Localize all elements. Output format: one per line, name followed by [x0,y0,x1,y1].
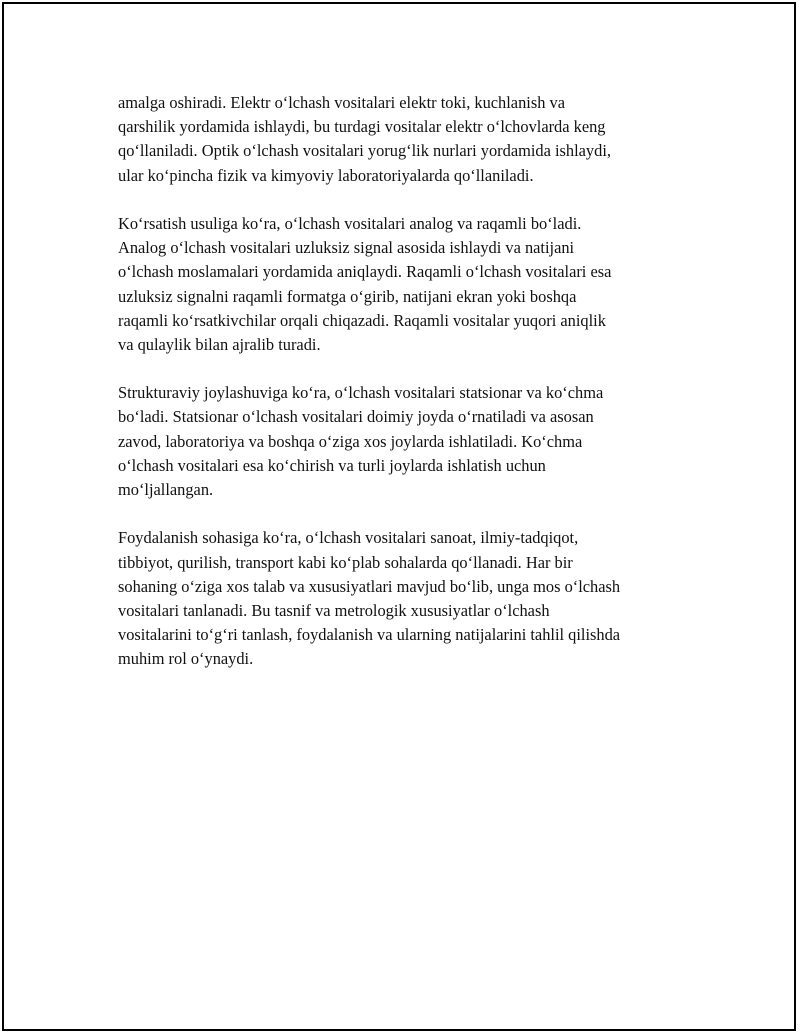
text-line: qo‘llaniladi. Optik o‘lchash vositalari yorug‘lik nurlari yordamida ishlaydi, [118,141,611,161]
text-line: tibbiyot, qurilish, transport kabi ko‘plab sohalarda qo‘llanadi. Har bir [118,552,573,572]
text-line: mo‘ljallangan. [118,480,214,499]
paragraph-application-field [118,526,684,671]
paragraph-structural-placement [118,381,684,502]
text-line: bo‘ladi. Statsionar o‘lchash vositalari doimiy joyda o‘rnatiladi va asosan [118,407,594,427]
text-line: ular ko‘pincha fizik va kimyoviy laboratoriyalarda qo‘llaniladi. [118,165,534,185]
text-line: Foydalanish sohasiga ko‘ra, o‘lchash vositalari sanoat, ilmiy-tadqiqot, [118,528,579,548]
text-line: raqamli ko‘rsatkivchilar orqali chiqazadi. Raqamli vositalar yuqori aniqlik [118,310,606,330]
text-line: Analog o‘lchash vositalari uzluksiz signal asosida ishlaydi va natijani [118,238,575,258]
text-line: o‘lchash vositalari esa ko‘chirish va turli joylarda ishlatish uchun [118,455,546,475]
text-line: Strukturaviy joylashuviga ko‘ra, o‘lchash vositalari statsionar va ko‘chma [118,383,604,403]
text-line: sohaning o‘ziga xos talab va xususiyatlari mavjud bo‘lib, unga mos o‘lchash [118,576,621,596]
text-line: qarshilik yordamida ishlaydi, bu turdagi vositalar elektr o‘lchovlarda keng [118,117,606,137]
text-line: uzluksiz signalni raqamli formatga o‘girib, natijani ekran yoki boshqa [118,286,577,306]
paragraph-electric-optical [118,91,684,188]
text-line: vositalarini to‘g‘ri tanlash, foydalanish va ularning natijalarini tahlil qilishda [118,625,621,645]
text-line: amalga oshiradi. Elektr o‘lchash vositalari elektr toki, kuchlanish va [118,93,565,112]
text-line: o‘lchash moslamalari yordamida aniqlaydi. Raqamli o‘lchash vositalari esa [118,262,612,282]
paragraph-display-method [118,212,684,357]
text-line: va qulaylik bilan ajralib turadi. [118,334,321,354]
text-line: vositalari tanlanadi. Bu tasnif va metrologik xususiyatlar o‘lchash [118,600,550,620]
document-body [118,91,684,696]
text-line: zavod, laboratoriya va boshqa o‘ziga xos joylarda ishlatiladi. Ko‘chma [118,431,583,451]
text-line: Ko‘rsatish usuliga ko‘ra, o‘lchash vositalari analog va raqamli bo‘ladi. [118,213,582,233]
text-line: muhim rol o‘ynaydi. [118,649,254,669]
